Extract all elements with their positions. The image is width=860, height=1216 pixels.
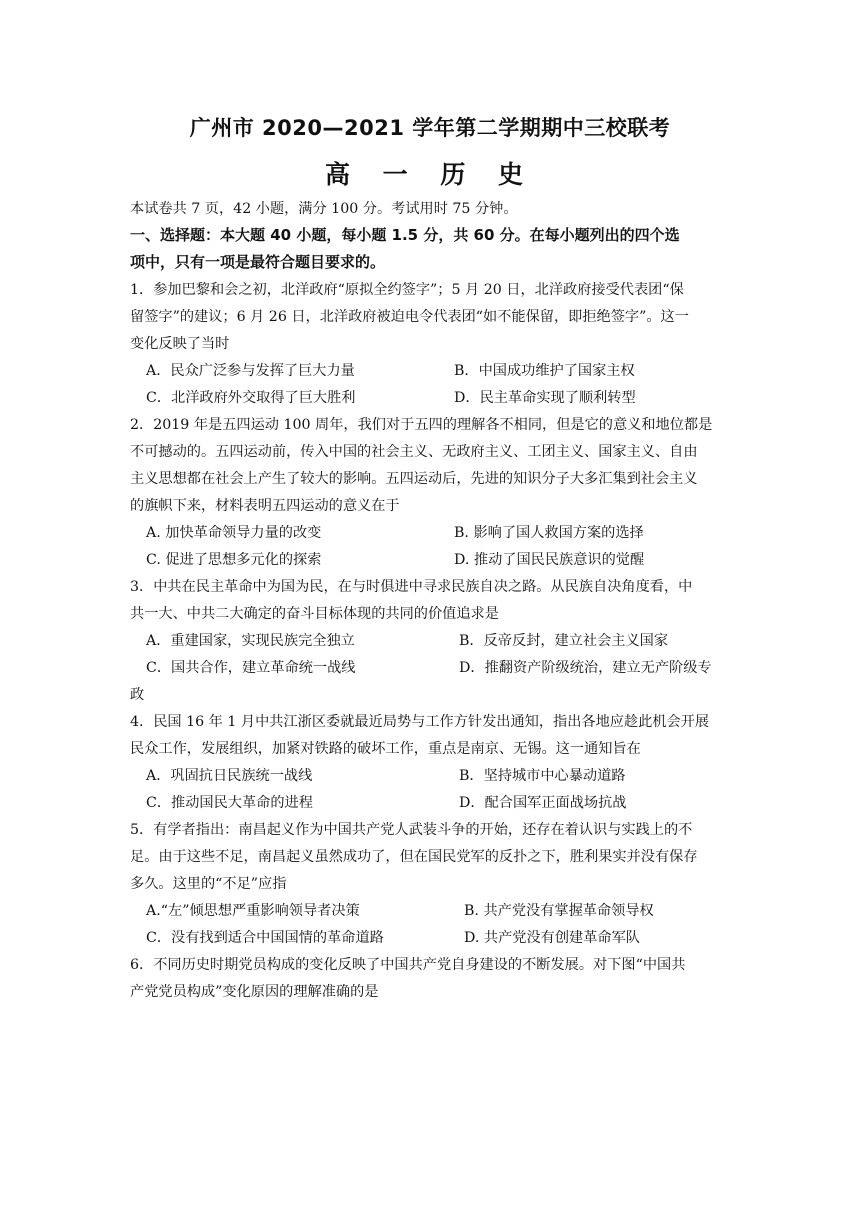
q5-option-b: B. 共产党没有掌握革命领导权 [464, 903, 654, 919]
q5-stem-line: 多久。这里的“不足”应指 [130, 876, 287, 892]
q3-option-a: A．重建国家，实现民族完全独立 [146, 633, 355, 649]
subject-title: 高 一 历 史 [324, 160, 536, 189]
q1-option-a: A．民众广泛参与发挥了巨大力量 [146, 363, 355, 379]
q2-stem-line: 的旗帜下来，材料表明五四运动的意义在于 [130, 498, 400, 514]
exam-title: 广州市 2020—2021 学年第二学期期中三校联考 [189, 116, 671, 140]
q1-option-c: C．北洋政府外交取得了巨大胜利 [146, 390, 356, 406]
q5-stem-line: 5．有学者指出：南昌起义作为中国共产党人武装斗争的开始，还存在着认识与实践上的不 [130, 822, 693, 838]
q3-stem-line: 共一大、中共二大确定的奋斗目标体现的共同的价值追求是 [130, 606, 499, 622]
q2-option-c: C. 促进了思想多元化的探索 [146, 552, 322, 568]
q5-option-c: C．没有找到适合中国国情的革命道路 [146, 930, 384, 946]
q3-option-d-continuation: 政 [130, 687, 145, 703]
q6-stem-line: 6．不同历史时期党员构成的变化反映了中国共产党自身建设的不断发展。对下图“中国共 [130, 957, 686, 973]
section-instruction-line-2: 项中，只有一项是最符合题目要求的。 [130, 253, 386, 271]
section-instruction-line-1: 一、选择题：本大题 40 小题，每小题 1.5 分，共 60 分。在每小题列出的四个选 [130, 226, 680, 244]
q1-stem-line: 变化反映了当时 [130, 336, 230, 352]
q2-stem-line: 不可撼动的。五四运动前，传入中国的社会主义、无政府主义、工团主义、国家主义、自由 [130, 444, 698, 460]
q4-option-c: C．推动国民大革命的进程 [146, 795, 313, 811]
q3-option-b: B．反帝反封，建立社会主义国家 [459, 633, 669, 649]
q4-stem-line: 4．民国 16 年 1 月中共江浙区委就最近局势与工作方针发出通知，指出各地应趁此机会开展 [130, 714, 710, 730]
q3-option-d: D．推翻资产阶级统治，建立无产阶级专 [459, 660, 712, 676]
q2-option-b: B. 影响了国人救国方案的选择 [454, 525, 644, 541]
q4-option-a: A．巩固抗日民族统一战线 [146, 768, 313, 784]
q1-option-b: B．中国成功维护了国家主权 [454, 363, 635, 379]
q4-stem-line: 民众工作，发展组织，加紧对铁路的破坏工作，重点是南京、无锡。这一通知旨在 [130, 741, 641, 757]
q2-stem-line: 2．2019 年是五四运动 100 周年，我们对于五四的理解各不相同，但是它的意义和地位都是 [130, 417, 713, 433]
q4-option-b: B．坚持城市中心暴动道路 [459, 768, 626, 784]
q3-stem-line: 3．中共在民主革命中为国为民，在与时俱进中寻求民族自决之路。从民族自决角度看，中 [130, 579, 693, 595]
exam-info: 本试卷共 7 页，42 小题，满分 100 分。考试用时 75 分钟。 [130, 201, 518, 217]
q2-option-d: D. 推动了国民民族意识的觉醒 [454, 552, 645, 568]
q5-option-a: A.“左”倾思想严重影响领导者决策 [146, 903, 360, 919]
q3-option-c: C．国共合作，建立革命统一战线 [146, 660, 356, 676]
q2-option-a: A. 加快革命领导力量的改变 [146, 525, 322, 541]
q1-stem-line: 留签字”的建议；6 月 26 日，北洋政府被迫电令代表团“如不能保留，即拒绝签字”。这一 [130, 309, 689, 325]
q5-option-d: D. 共产党没有创建革命军队 [464, 930, 640, 946]
q5-stem-line: 足。由于这些不足，南昌起义虽然成功了，但在国民党军的反扑之下，胜利果实并没有保存 [130, 849, 698, 865]
q2-stem-line: 主义思想都在社会上产生了较大的影响。五四运动后，先进的知识分子大多汇集到社会主义 [130, 471, 698, 487]
q4-option-d: D．配合国军正面战场抗战 [459, 795, 627, 811]
q1-stem-line: 1．参加巴黎和会之初，北洋政府“原拟全约签字”；5 月 20 日，北洋政府接受代表团“保 [130, 282, 684, 298]
q1-option-d: D．民主革命实现了顺利转型 [454, 390, 636, 406]
q6-stem-line: 产党党员构成”变化原因的理解准确的是 [130, 984, 379, 1000]
